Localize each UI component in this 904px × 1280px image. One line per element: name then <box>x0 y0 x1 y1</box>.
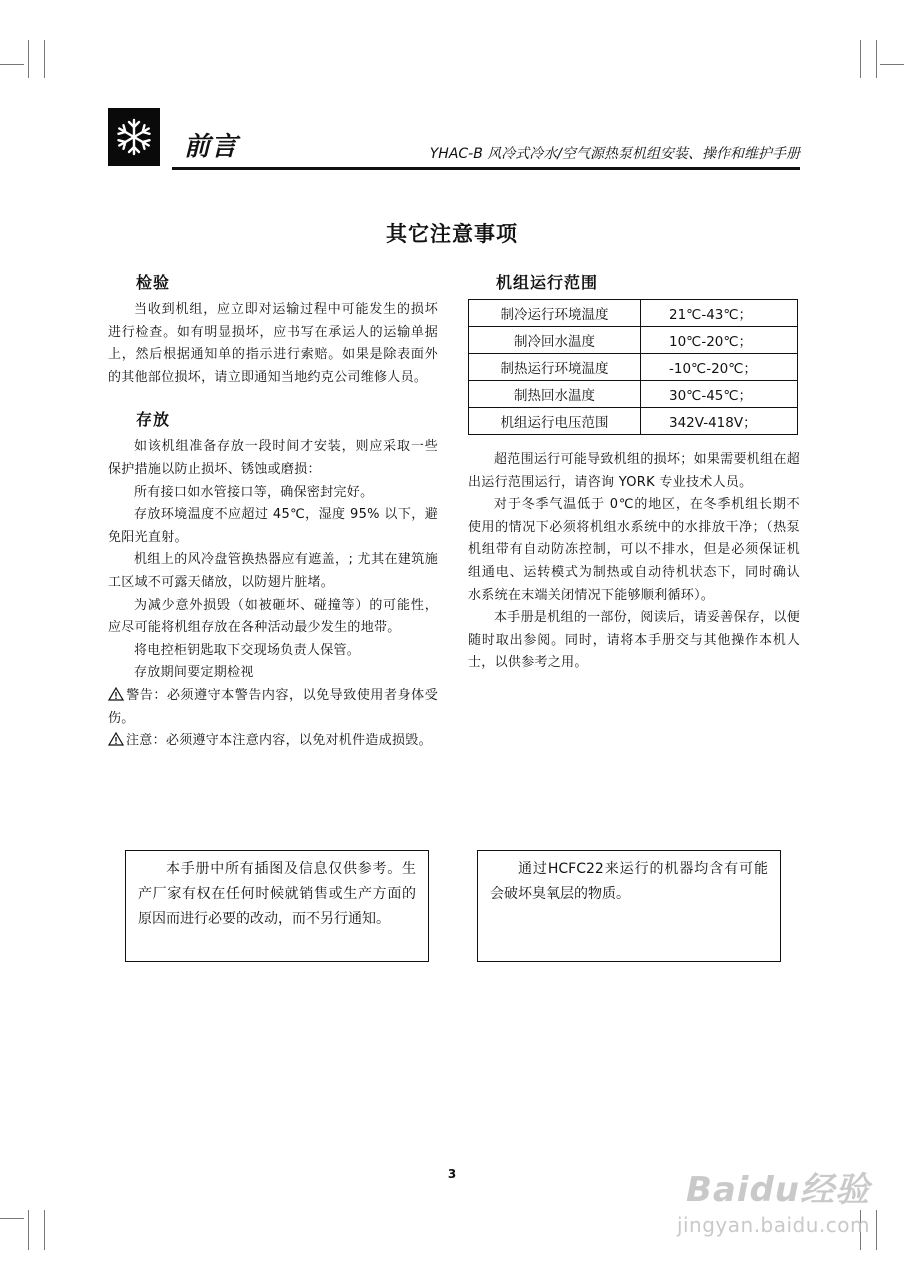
watermark-url: jingyan.baidu.com <box>676 1213 870 1237</box>
crop-mark <box>44 40 45 78</box>
storage-paragraph: 将电控柜钥匙取下交现场负责人保管。 <box>134 642 361 658</box>
left-column <box>108 270 438 753</box>
operating-range-heading: 机组运行范围 <box>496 273 599 292</box>
table-row <box>469 381 798 408</box>
range-label: 机组运行电压范围 <box>469 408 641 435</box>
caution-text: 注意：必须遵守本注意内容，以免对机件造成损毁。 <box>126 733 432 749</box>
storage-heading: 存放 <box>136 410 171 430</box>
range-value: 21℃-43℃； <box>641 300 798 327</box>
snowflake-logo <box>108 108 160 166</box>
storage-paragraph: 所有接口如水管接口等，确保密封完好。 <box>134 484 374 500</box>
range-label: 制热回水温度 <box>469 381 641 408</box>
inspection-paragraph: 当收到机组，应立即对运输过程中可能发生的损坏进行检查。如有明显损坏，应书写在承运人的运输单据上，然后根据通知单的指示进行索赔。如果是除表面外的其他部位损坏，请立即通知当地约克公司维修人员。 <box>108 302 438 385</box>
notice-text: 本手册中所有插图及信息仅供参考。生产厂家有权在任何时候就销售或生产方面的原因而进行必要的改动，而不另行通知。 <box>138 861 416 927</box>
crop-mark <box>876 1210 877 1250</box>
storage-paragraph: 存放环境温度不应超过 45℃，湿度 95% 以下，避免阳光直射。 <box>108 507 438 545</box>
notice-text: 通过HCFC22来运行的机器均含有可能会破坏臭氧层的物质。 <box>490 861 768 902</box>
range-paragraph: 本手册是机组的一部份，阅读后，请妥善保存，以便随时取出参阅。同时，请将本手册交与其他操作本机人士，以供参考之用。 <box>468 610 800 671</box>
page-number: 3 <box>447 1167 457 1181</box>
table-row <box>469 327 798 354</box>
notice-box-ozone <box>477 850 781 962</box>
range-label: 制冷回水温度 <box>469 327 641 354</box>
storage-paragraph: 机组上的风冷盘管换热器应有遮盖，; 尤其在建筑施工区域不可露天储放，以防翅片脏堵。 <box>108 552 438 590</box>
watermark <box>650 1168 870 1248</box>
crop-mark <box>44 1210 45 1250</box>
crop-mark <box>860 40 861 78</box>
crop-mark <box>28 1210 29 1250</box>
watermark-logo: Baidu经验 <box>685 1170 870 1210</box>
range-value: 10℃-20℃； <box>641 327 798 354</box>
operating-range-table <box>468 299 798 435</box>
right-column <box>468 270 800 675</box>
warning-note <box>108 685 438 730</box>
range-paragraph: 超范围运行可能导致机组的损坏；如果需要机组在超出运行范围运行，请咨询 YORK 专业技术人员。 <box>468 452 800 490</box>
table-row <box>469 408 798 435</box>
page-title: 其它注意事项 <box>386 222 518 246</box>
snowflake-icon <box>114 117 154 157</box>
header-title: 前言 <box>184 132 239 162</box>
inspection-heading: 检验 <box>136 273 171 292</box>
crop-mark <box>876 40 877 78</box>
caution-note <box>108 730 438 753</box>
table-row <box>469 354 798 381</box>
table-row <box>469 300 798 327</box>
range-label: 制热运行环境温度 <box>469 354 641 381</box>
storage-paragraph: 为减少意外损毁（如被砸坏、碰撞等）的可能性，应尽可能将机组存放在各种活动最少发生的地带。 <box>108 597 438 636</box>
storage-paragraph: 存放期间要定期检视 <box>134 665 254 681</box>
warning-text: 警告：必须遵守本警告内容，以免导致使用者身体受伤。 <box>108 687 438 726</box>
crop-mark <box>880 64 904 65</box>
range-value: 30℃-45℃； <box>641 381 798 408</box>
header-divider <box>172 167 800 170</box>
warning-triangle-icon <box>108 687 124 701</box>
notice-box-disclaimer <box>125 850 429 962</box>
range-label: 制冷运行环境温度 <box>469 300 641 327</box>
range-paragraph: 对于冬季气温低于 0℃的地区，在冬季机组长期不使用的情况下必须将机组水系统中的水排放干净；（热泵机组带有自动防冻控制，可以不排水，但是必须保证机组通电、运转模式为制热或自动待机状态下，同时确认水系统在末端关闭情况下能够顺利循环）。 <box>468 497 800 603</box>
crop-mark <box>0 64 24 65</box>
caution-triangle-icon <box>108 732 124 746</box>
crop-mark <box>28 40 29 78</box>
range-value: -10℃-20℃； <box>641 354 798 381</box>
storage-paragraph: 如该机组准备存放一段时间才安装，则应采取一些保护措施以防止损坏、锈蚀或磨损： <box>108 439 438 477</box>
crop-mark <box>0 1218 24 1219</box>
header-subtitle: YHAC-B 风冷式冷水/空气源热泵机组安装、操作和维护手册 <box>429 146 800 162</box>
range-value: 342V-418V； <box>641 408 798 435</box>
